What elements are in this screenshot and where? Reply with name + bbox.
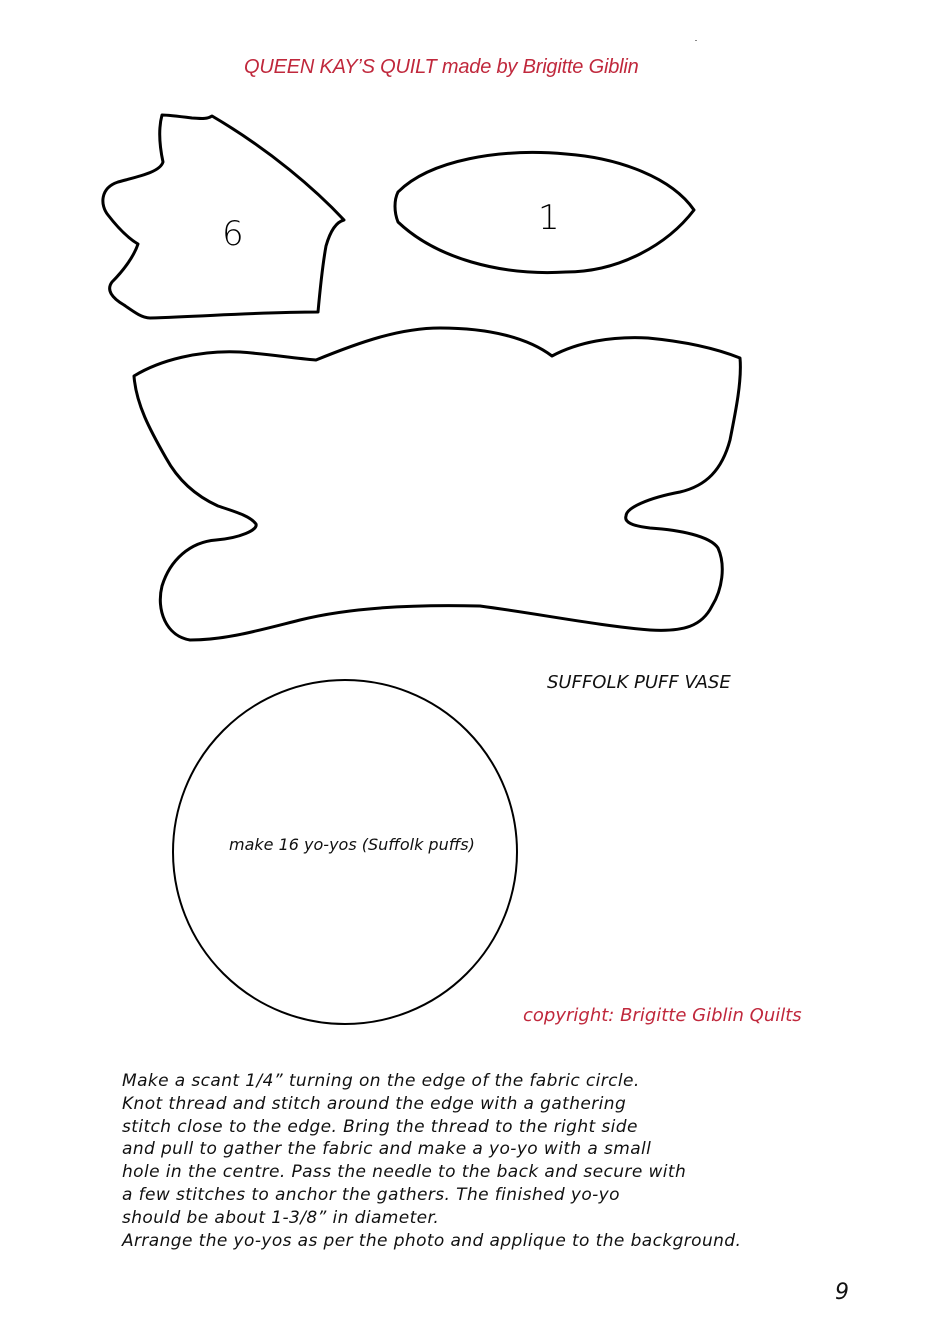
copyright-notice: copyright: Brigitte Giblin Quilts — [523, 1005, 802, 1026]
instruction-line: Knot thread and stitch around the edge with a gathering — [122, 1093, 627, 1114]
template-vase — [134, 328, 740, 640]
page-number: 9 — [835, 1280, 849, 1305]
instruction-line: and pull to gather the fabric and make a yo-yo with a small — [122, 1139, 652, 1160]
yoyo-instruction-label: make 16 yo-yos (Suffolk puffs) — [229, 835, 475, 854]
instruction-line: Arrange the yo-yos as per the photo and applique to the background. — [122, 1230, 742, 1251]
instructions-paragraph — [122, 1070, 741, 1252]
vase-label: SUFFOLK PUFF VASE — [547, 672, 731, 693]
piece-1-number: 1 — [538, 198, 560, 238]
instruction-line: stitch close to the edge. Bring the thread to the right side — [122, 1116, 638, 1137]
instruction-line: Make a scant 1/4” turning on the edge of the fabric circle. — [122, 1071, 640, 1091]
instruction-line: hole in the centre. Pass the needle to the back and secure with — [122, 1162, 687, 1183]
instruction-line: should be about 1-3/8” in diameter. — [122, 1207, 440, 1228]
piece-6-number: 6 — [222, 214, 244, 254]
instruction-line: a few stitches to anchor the gathers. The finished yo-yo — [122, 1184, 620, 1205]
page-title: QUEEN KAY’S QUILT made by Brigitte Giblin — [244, 56, 639, 78]
